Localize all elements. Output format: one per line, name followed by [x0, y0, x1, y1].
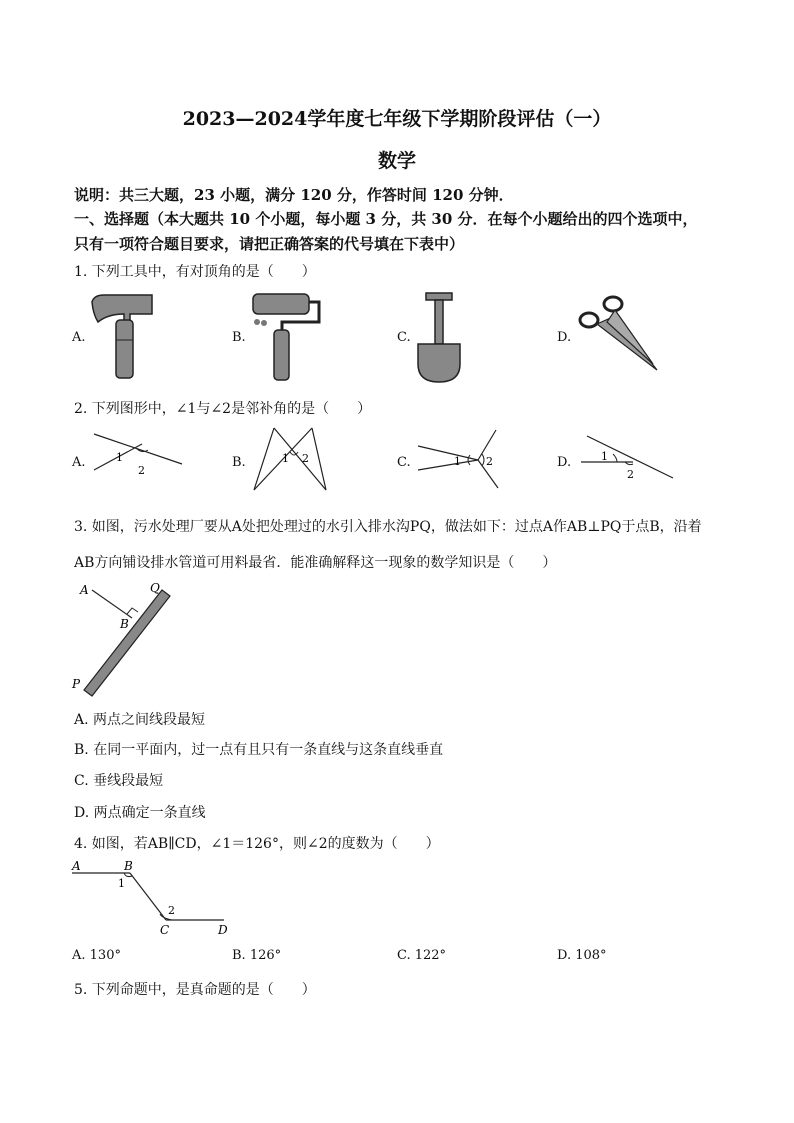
q2-figure-a [90, 430, 186, 476]
angle-label-2: 2 [138, 464, 145, 476]
q1-option-c[interactable]: C. [397, 330, 411, 345]
point-c-label: C [160, 923, 170, 937]
paint-roller-icon [249, 292, 325, 384]
q2-option-a[interactable]: A. [72, 455, 86, 470]
q1-option-b[interactable]: B. [232, 330, 246, 345]
point-q-label: Q [150, 581, 160, 595]
q4-option-b[interactable]: B. 126° [232, 948, 282, 963]
exam-note: 说明：共三大题，23 小题，满分 120 分，作答时间 120 分钟． [74, 186, 514, 204]
q2-option-c[interactable]: C. [397, 455, 411, 470]
point-b-label: B [120, 617, 129, 631]
point-a-label: A [72, 859, 81, 873]
q2-option-d[interactable]: D. [557, 455, 572, 470]
q3-stem-line1: 3. 如图，污水处理厂要从A处把处理过的水引入排水沟PQ，做法如下：过点A作AB⊥PQ于点B，沿着 [74, 519, 702, 535]
section-heading-line2: 只有一项符合题目要求，请把正确答案的代号填在下表中） [74, 235, 465, 253]
point-a-label: A [80, 583, 89, 597]
q2-figure-c [414, 428, 500, 490]
angle-label-2: 2 [302, 452, 309, 465]
q3-option-d[interactable]: D. 两点确定一条直线 [74, 805, 206, 821]
page-title: 2023—2024学年度七年级下学期阶段评估（一） [182, 108, 612, 130]
q3-drain-figure [70, 578, 180, 698]
q1-stem: 1. 下列工具中，有对顶角的是（ ） [74, 264, 316, 280]
point-d-label: D [218, 923, 228, 937]
subject-title: 数学 [377, 150, 416, 172]
point-p-label: P [72, 677, 81, 691]
point-b-label: B [124, 859, 133, 873]
hammer-icon [90, 292, 160, 382]
q2-option-b[interactable]: B. [232, 455, 246, 470]
scissors-icon [575, 292, 665, 374]
angle-label-1: 1 [454, 455, 461, 468]
q3-stem-line2: AB方向铺设排水管道可用料最省．能准确解释这一现象的数学知识是（ ） [74, 555, 557, 571]
angle-label-1: 1 [601, 450, 608, 463]
section-heading-line1: 一、选择题（本大题共 10 个小题，每小题 3 分，共 30 分．在每个小题给出的四个选项中， [74, 210, 698, 228]
q2-stem: 2. 下列图形中，∠1与∠2是邻补角的是（ ） [74, 401, 372, 417]
q4-option-a[interactable]: A. 130° [72, 948, 121, 963]
q4-stem: 4. 如图，若AB∥CD，∠1＝126°，则∠2的度数为（ ） [74, 836, 440, 852]
q2-figure-d [575, 434, 675, 480]
angle-1-label: 1 [118, 877, 125, 890]
angle-2-label: 2 [168, 904, 175, 917]
q1-option-d[interactable]: D. [557, 330, 572, 345]
q3-option-c[interactable]: C. 垂线段最短 [74, 773, 164, 789]
angle-label-2: 2 [486, 455, 493, 468]
angle-label-2: 2 [627, 468, 634, 480]
q1-option-a[interactable]: A. [72, 330, 86, 345]
q4-option-d[interactable]: D. 108° [557, 948, 607, 963]
q5-stem: 5. 下列命题中，是真命题的是（ ） [74, 982, 316, 998]
q3-option-b[interactable]: B. 在同一平面内，过一点有且只有一条直线与这条直线垂直 [74, 742, 444, 758]
q2-figure-b [252, 426, 332, 492]
q4-option-c[interactable]: C. 122° [397, 948, 447, 963]
q3-option-a[interactable]: A. 两点之间线段最短 [74, 712, 206, 728]
q4-parallel-figure [70, 856, 240, 938]
angle-label-1: 1 [282, 452, 289, 465]
shovel-icon [414, 292, 470, 384]
angle-label-1: 1 [116, 451, 123, 464]
